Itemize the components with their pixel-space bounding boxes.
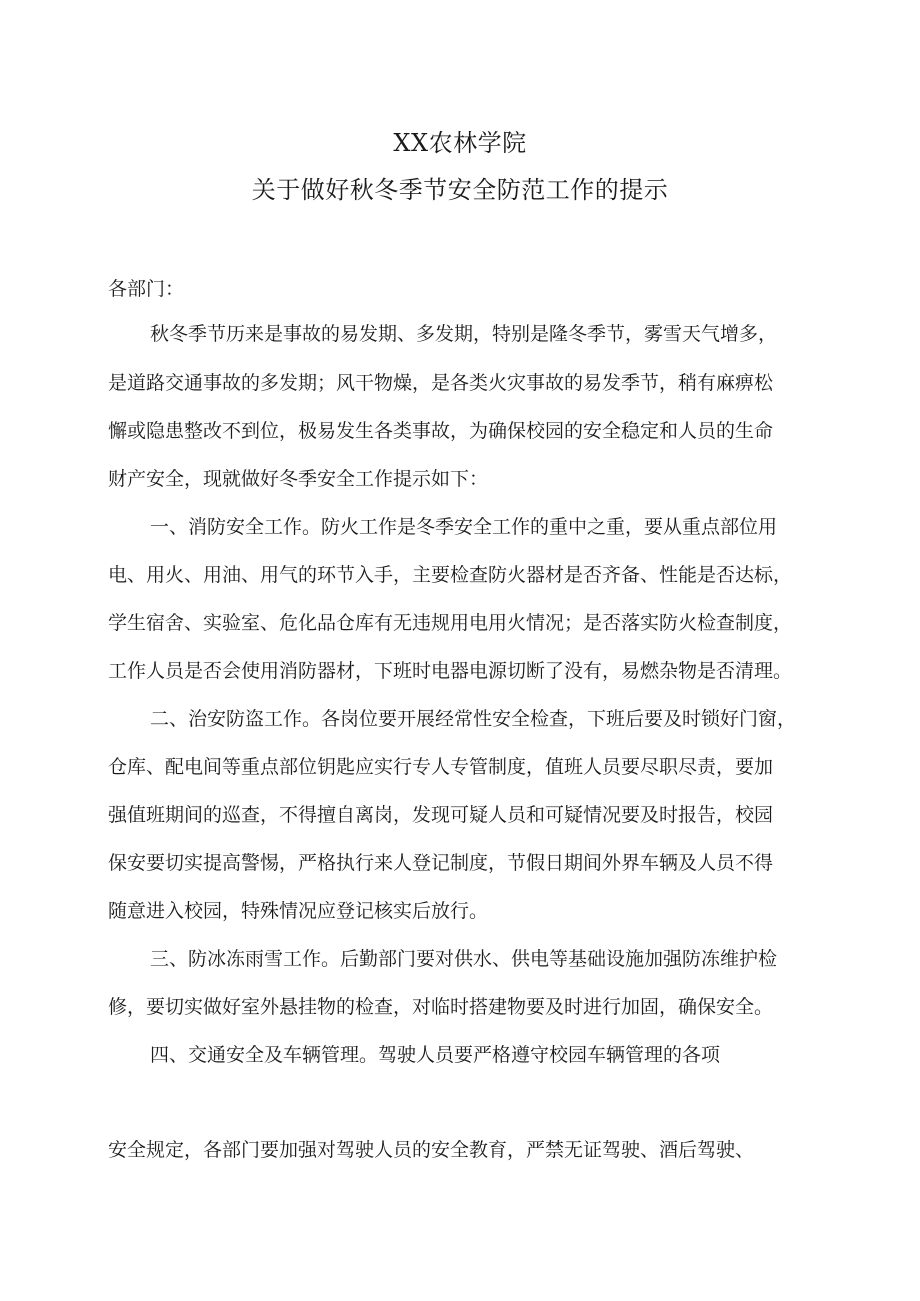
paragraph-line: 强值班期间的巡查，不得擅自离岗，发现可疑人员和可疑情况要及时报告，校园 <box>108 804 774 826</box>
paragraph-line: 三、防冰冻雨雪工作。后勤部门要对供水、供电等基础设施加强防冻维护检 <box>150 948 778 970</box>
paragraph-line: 修，要切实做好室外悬挂物的检查，对临时搭建物要及时进行加固，确保安全。 <box>108 996 774 1018</box>
paragraph-line: 安全规定，各部门要加强对驾驶人员的安全教育，严禁无证驾驶、酒后驾驶、 <box>108 1139 755 1161</box>
paragraph-line: 一、消防安全工作。防火工作是冬季安全工作的重中之重，要从重点部位用 <box>150 516 778 538</box>
paragraph-line: 学生宿舍、实验室、危化品仓库有无违规用电用火情况；是否落实防火检查制度， <box>108 612 793 634</box>
salutation: 各部门： <box>108 278 185 300</box>
paragraph-line: 随意进入校园，特殊情况应登记核实后放行。 <box>108 900 489 922</box>
paragraph-line: 仓库、配电间等重点部位钥匙应实行专人专管制度，值班人员要尽职尽责，要加 <box>108 756 774 778</box>
document-title-institution: XX农林学院 <box>393 129 527 157</box>
paragraph-line: 是道路交通事故的多发期；风干物燥，是各类火灾事故的易发季节，稍有麻痹松 <box>108 372 774 394</box>
paragraph-line: 秋冬季节历来是事故的易发期、多发期，特别是隆冬季节，雾雪天气增多， <box>150 323 778 345</box>
paragraph-line: 四、交通安全及车辆管理。驾驶人员要严格遵守校园车辆管理的各项 <box>150 1044 721 1066</box>
paragraph-line: 懈或隐患整改不到位，极易发生各类事故，为确保校园的安全稳定和人员的生命 <box>108 420 774 442</box>
paragraph-line: 电、用火、用油、用气的环节入手，主要检查防火器材是否齐备、性能是否达标， <box>108 564 793 586</box>
paragraph-line: 工作人员是否会使用消防器材，下班时电器电源切断了没有，易燃杂物是否清理。 <box>108 660 793 682</box>
paragraph-line: 财产安全，现就做好冬季安全工作提示如下： <box>108 468 489 490</box>
document-title-subject: 关于做好秋冬季节安全防范工作的提示 <box>251 176 669 204</box>
paragraph-line: 二、治安防盗工作。各岗位要开展经常性安全检查，下班后要及时锁好门窗， <box>150 708 797 730</box>
paragraph-line: 保安要切实提高警惕，严格执行来人登记制度，节假日期间外界车辆及人员不得 <box>108 852 774 874</box>
